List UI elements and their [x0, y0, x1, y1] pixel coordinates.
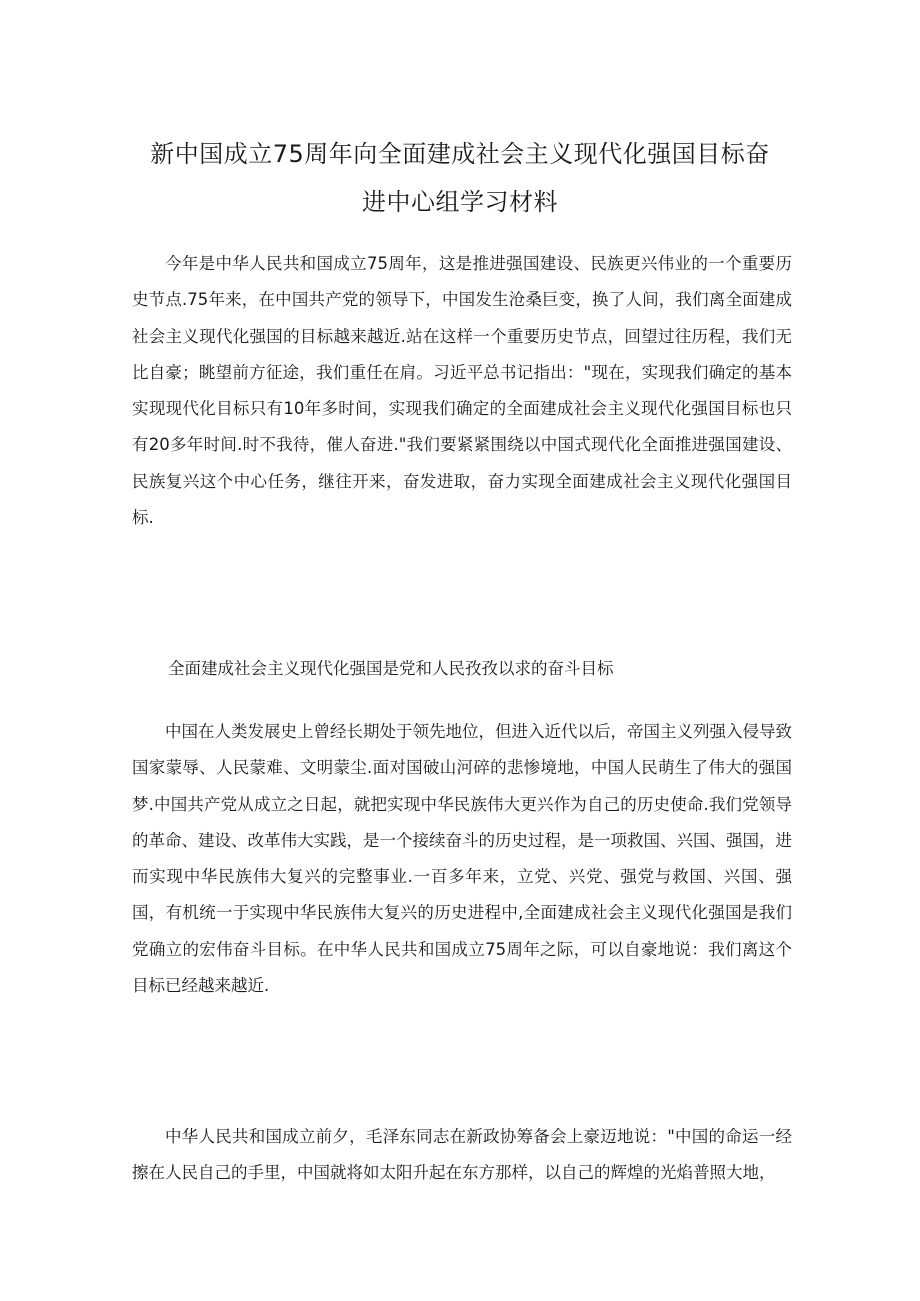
paragraph-mao-quote: 中华人民共和国成立前夕，毛泽东同志在新政协筹备会上豪迈地说："中国的命运一经擦在人民自己的手里，中国就将如太阳升起在东方那样，以自己的辉煌的光焰普照大地， [132, 1127, 792, 1183]
document-title-line-2: 进中心组学习材料 [362, 188, 558, 216]
section-heading: 全面建成社会主义现代化强国是党和人民孜孜以求的奋斗目标 [168, 659, 614, 678]
paragraph-intro: 今年是中华人民共和国成立75周年，这是推进强国建设、民族更兴伟业的一个重要历史节点.75年来，在中国共产党的领导下，中国发生沧桑巨变，换了人间，我们离全面建成社会主义现代化强国的目标越来越近.站在这样一个重要历史节点，回望过往历程，我们无比自豪；眺望前方征途，我们重任在肩。习近平总书记指出："现在，实现我们确定的基本实现现代化目标只有10年多时间，实现我们确定的全面建成社会主义现代化强国目标也只有20多年时间.时不我待，催人奋进."我们要紧紧围绕以中国式现代化全面推进强国建设、民族复兴这个中心任务，继往开来，奋发进取，奋力实现全面建成社会主义现代化强国目标. [132, 254, 792, 528]
document-title-line-1: 新中国成立75周年向全面建成社会主义现代化强国目标奋 [150, 140, 770, 168]
paragraph-history: 中国在人类发展史上曾经长期处于领先地位，但进入近代以后，帝国主义列强入侵导致国家蒙辱、人民蒙难、文明蒙尘.面对国破山河碎的悲惨境地，中国人民萌生了伟大的强国梦.中国共产党从成立之日起，就把实现中华民族伟大更兴作为自己的历史使命.我们党领导的革命、建设、改革伟大实践，是一个接续奋斗的历史过程，是一项救国、兴国、强国，进而实现中华民族伟大复兴的完整事业.一百多年来，立党、兴党、强党与救国、兴国、强国，有机统一于实现中华民族伟大复兴的历史进程中,全面建成社会主义现代化强国是我们党确立的宏伟奋斗目标。在中华人民共和国成立75周年之际，可以自豪地说：我们离这个目标已经越来越近. [132, 722, 792, 996]
